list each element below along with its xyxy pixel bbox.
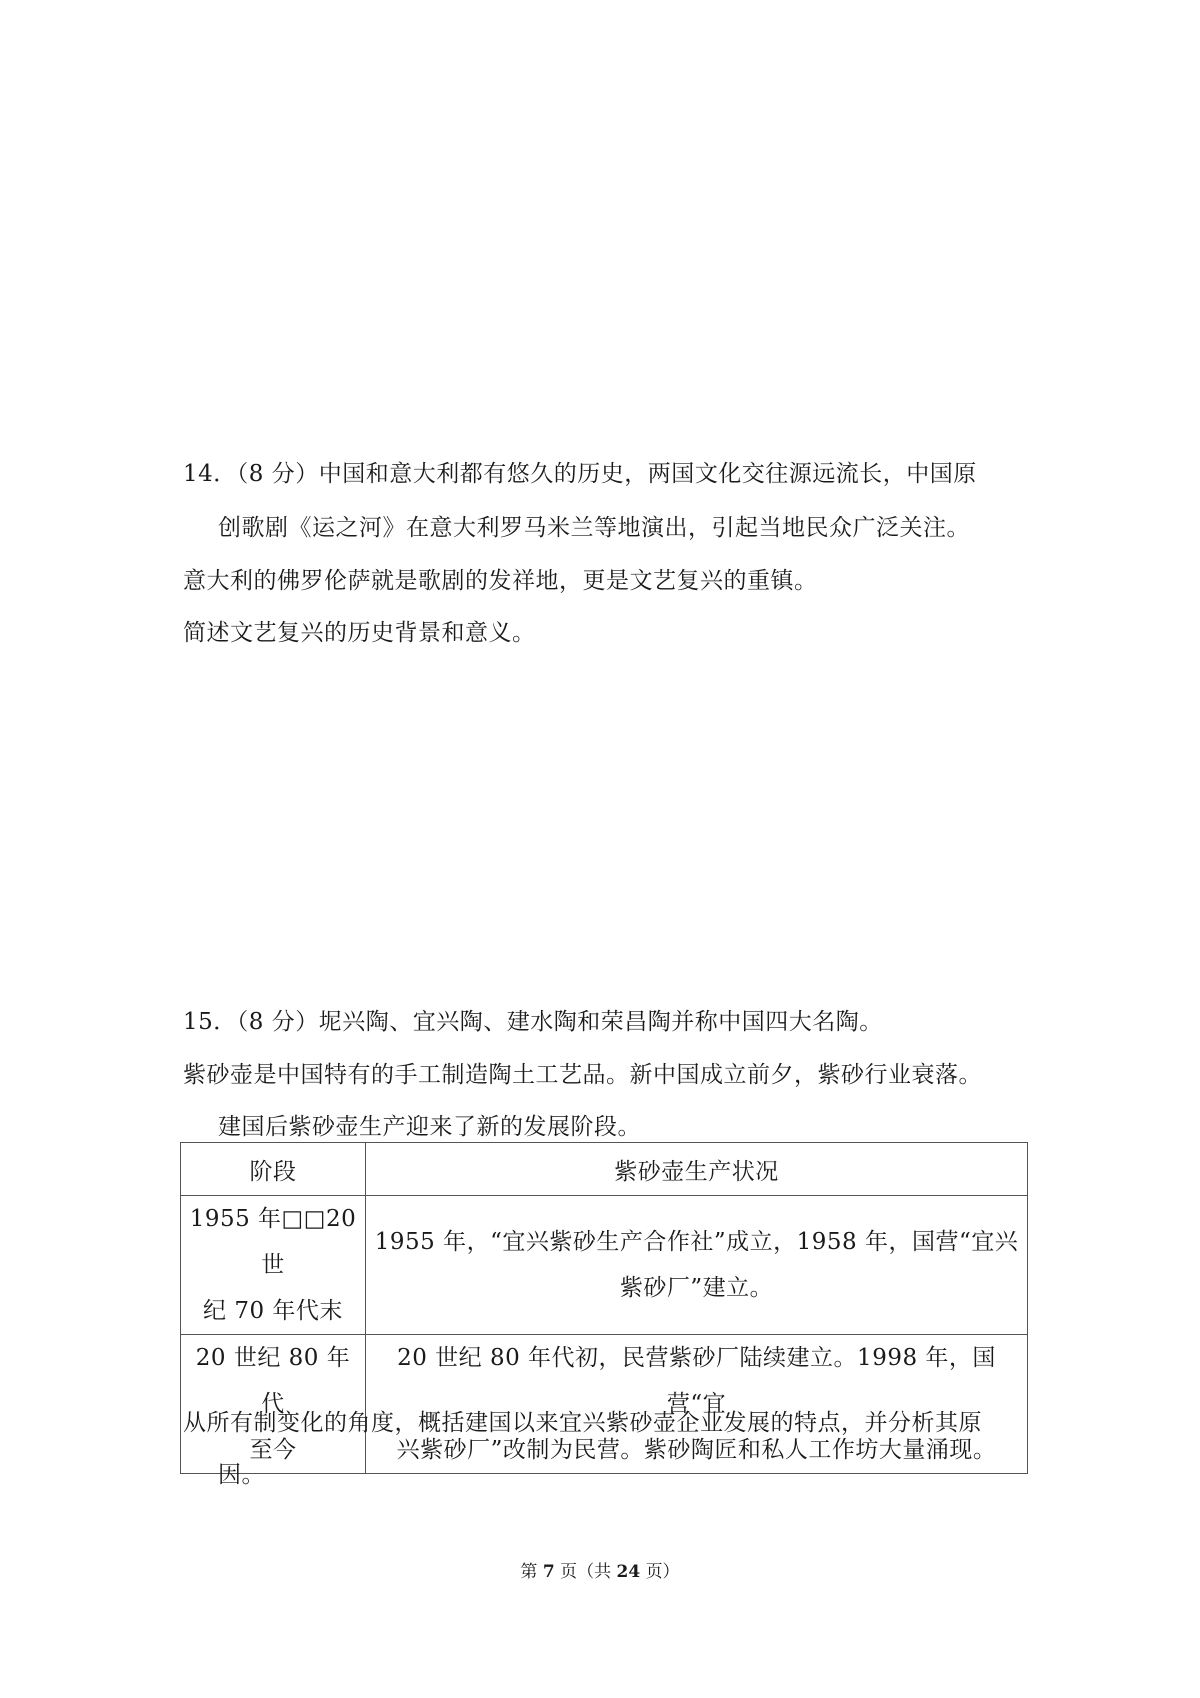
question-15-line-2: 紫砂壶是中国特有的手工制造陶土工艺品。新中国成立前夕，紫砂行业衰落。 bbox=[183, 1062, 982, 1088]
question-14-line-1: 14．（8 分）中国和意大利都有悠久的历史，两国文化交往源远流长，中国原 bbox=[183, 461, 977, 487]
status-text: 20 世纪 80 年代初，民营紫砂厂陆续建立。1998 年，国营“宜 兴紫砂厂”改制为民营。紫砂陶匠和私人工作坊大量涌现。 bbox=[396, 1345, 997, 1463]
table-header-row bbox=[181, 1143, 1028, 1196]
stage-text: 1955 年□□20 世 纪 70 年代末 bbox=[189, 1206, 357, 1324]
table-header-status: 紫砂壶生产状况 bbox=[366, 1143, 1028, 1196]
question-15-prompt-line-2: 因。 bbox=[218, 1462, 265, 1488]
question-15-prompt-line-1: 从所有制变化的角度，概括建国以来宜兴紫砂壶企业发展的特点，并分析其原 bbox=[183, 1410, 982, 1436]
table-cell-status bbox=[366, 1335, 1028, 1474]
table-header-stage: 阶段 bbox=[181, 1143, 366, 1196]
page-footer bbox=[0, 1560, 1200, 1584]
footer-total-pages: 24 bbox=[616, 1562, 641, 1582]
table-row bbox=[181, 1335, 1028, 1474]
table-cell-status bbox=[366, 1196, 1028, 1335]
question-14-line-4: 简述文艺复兴的历史背景和意义。 bbox=[183, 620, 536, 646]
footer-prefix: 第 bbox=[520, 1562, 538, 1582]
stage-text: 20 世纪 80 年代 至今 bbox=[195, 1345, 351, 1463]
footer-suffix: 页） bbox=[645, 1562, 680, 1582]
question-15-line-3: 建国后紫砂壶生产迎来了新的发展阶段。 bbox=[218, 1114, 641, 1140]
table-row bbox=[181, 1196, 1028, 1335]
question-14-line-2: 创歌剧《运之河》在意大利罗马米兰等地演出，引起当地民众广泛关注。 bbox=[218, 515, 970, 541]
question-15-line-1: 15．（8 分）坭兴陶、宜兴陶、建水陶和荣昌陶并称中国四大名陶。 bbox=[183, 1009, 883, 1035]
footer-middle: 页（共 bbox=[560, 1562, 612, 1582]
footer-page-number: 7 bbox=[542, 1562, 555, 1582]
status-text: 1955 年，“宜兴紫砂生产合作社”成立，1958 年，国营“宜兴 紫砂厂”建立。 bbox=[374, 1229, 1019, 1301]
table-cell-stage bbox=[181, 1335, 366, 1474]
question-14-line-3: 意大利的佛罗伦萨就是歌剧的发祥地，更是文艺复兴的重镇。 bbox=[183, 568, 818, 594]
table-cell-stage bbox=[181, 1196, 366, 1335]
